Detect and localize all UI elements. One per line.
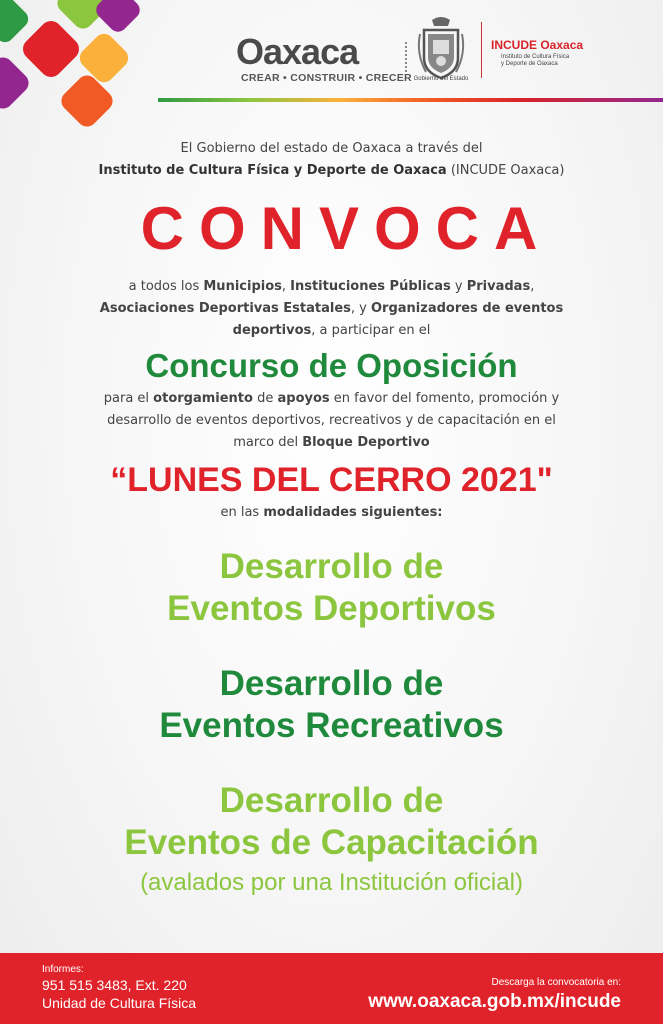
incude-title: INCUDE Oaxaca: [491, 38, 584, 52]
logo-divider: [405, 42, 409, 72]
txt-bold: Organizadores de eventos: [371, 301, 564, 316]
txt: , a participar en el: [311, 323, 431, 338]
txt: a todos los: [128, 279, 204, 294]
event-name: “LUNES DEL CERRO 2021": [110, 461, 553, 499]
capacitacion-note: (avalados por una Institución oficial): [140, 869, 523, 896]
invitation-line-3: [0, 320, 663, 342]
txt: marco del: [233, 435, 303, 450]
institute-acronym: (INCUDE Oaxaca): [446, 163, 565, 178]
modality-line-1: Desarrollo de: [219, 781, 444, 820]
intro-line-1: El Gobierno del estado de Oaxaca a través del: [180, 141, 483, 156]
modality-capacitacion: [0, 780, 663, 864]
info-label: Informes:: [42, 964, 84, 975]
concurso-heading: Concurso de Oposición: [145, 347, 518, 384]
footer-bar: [0, 953, 663, 1024]
txt: para el: [103, 391, 154, 406]
modality-line-2: Eventos de Capacitación: [124, 823, 539, 862]
modality-line-2: Eventos Recreativos: [159, 706, 504, 745]
phone-number: 951 515 3483, Ext. 220: [42, 977, 187, 993]
color-rule: [158, 98, 663, 102]
incude-divider: [481, 22, 482, 78]
download-label: Descarga la convocatoria en:: [491, 977, 621, 988]
incude-logo: [491, 38, 601, 68]
modalities-intro: [0, 502, 663, 524]
invitation-line-2: [0, 298, 663, 320]
modality-deportivos: [0, 546, 663, 630]
modality-recreativos: [0, 663, 663, 747]
txt-bold: modalidades siguientes:: [263, 505, 443, 520]
incude-subtitle: [501, 54, 601, 68]
intro-text: [0, 138, 663, 182]
txt: y: [450, 279, 467, 294]
txt-bold: Privadas: [466, 279, 531, 294]
modality-line-1: Desarrollo de: [219, 547, 444, 586]
convoca-heading: CONVOCA: [140, 195, 553, 262]
decorative-corner-shapes: [0, 0, 140, 140]
purpose-text: [0, 388, 663, 454]
purpose-line-2: desarrollo de eventos deportivos, recreativos y de capacitación en el: [107, 413, 556, 428]
txt: ,: [530, 279, 535, 294]
txt: de: [252, 391, 278, 406]
download-url-link[interactable]: www.oaxaca.gob.mx/incude: [368, 991, 621, 1012]
unit-name: Unidad de Cultura Física: [42, 995, 197, 1011]
txt-bold: Instituciones Públicas: [290, 279, 451, 294]
txt-bold: apoyos: [277, 391, 330, 406]
purpose-line-3: [0, 432, 663, 454]
txt-bold: Municipios: [203, 279, 282, 294]
invitation-text: [0, 276, 663, 342]
invitation-line-1: [0, 276, 663, 298]
txt-bold: Asociaciones Deportivas Estatales: [99, 301, 351, 316]
incude-subtitle-line-1: Instituto de Cultura Física: [501, 54, 570, 60]
txt: ,: [281, 279, 291, 294]
brand-tagline: CREAR • CONSTRUIR • CRECER: [241, 72, 412, 84]
modality-line-1: Desarrollo de: [219, 664, 444, 703]
gobierno-label: Gobierno del Estado: [413, 76, 469, 82]
purpose-line-1: [0, 388, 663, 410]
institute-name: Instituto de Cultura Física y Deporte de Oaxaca: [98, 163, 447, 178]
txt: , y: [350, 301, 371, 316]
txt: en favor del fomento, promoción y: [329, 391, 560, 406]
txt: en las: [220, 505, 264, 520]
txt-bold: Bloque Deportivo: [302, 435, 430, 450]
brand-wordmark: Oaxaca: [236, 31, 359, 72]
modality-line-2: Eventos Deportivos: [167, 589, 496, 628]
txt-bold: otorgamiento: [153, 391, 253, 406]
intro-line-2: [0, 160, 663, 182]
txt-bold: deportivos: [232, 323, 312, 338]
incude-subtitle-line-2: y Deporte de Oaxaca: [501, 61, 558, 67]
oaxaca-logo: [236, 31, 412, 88]
